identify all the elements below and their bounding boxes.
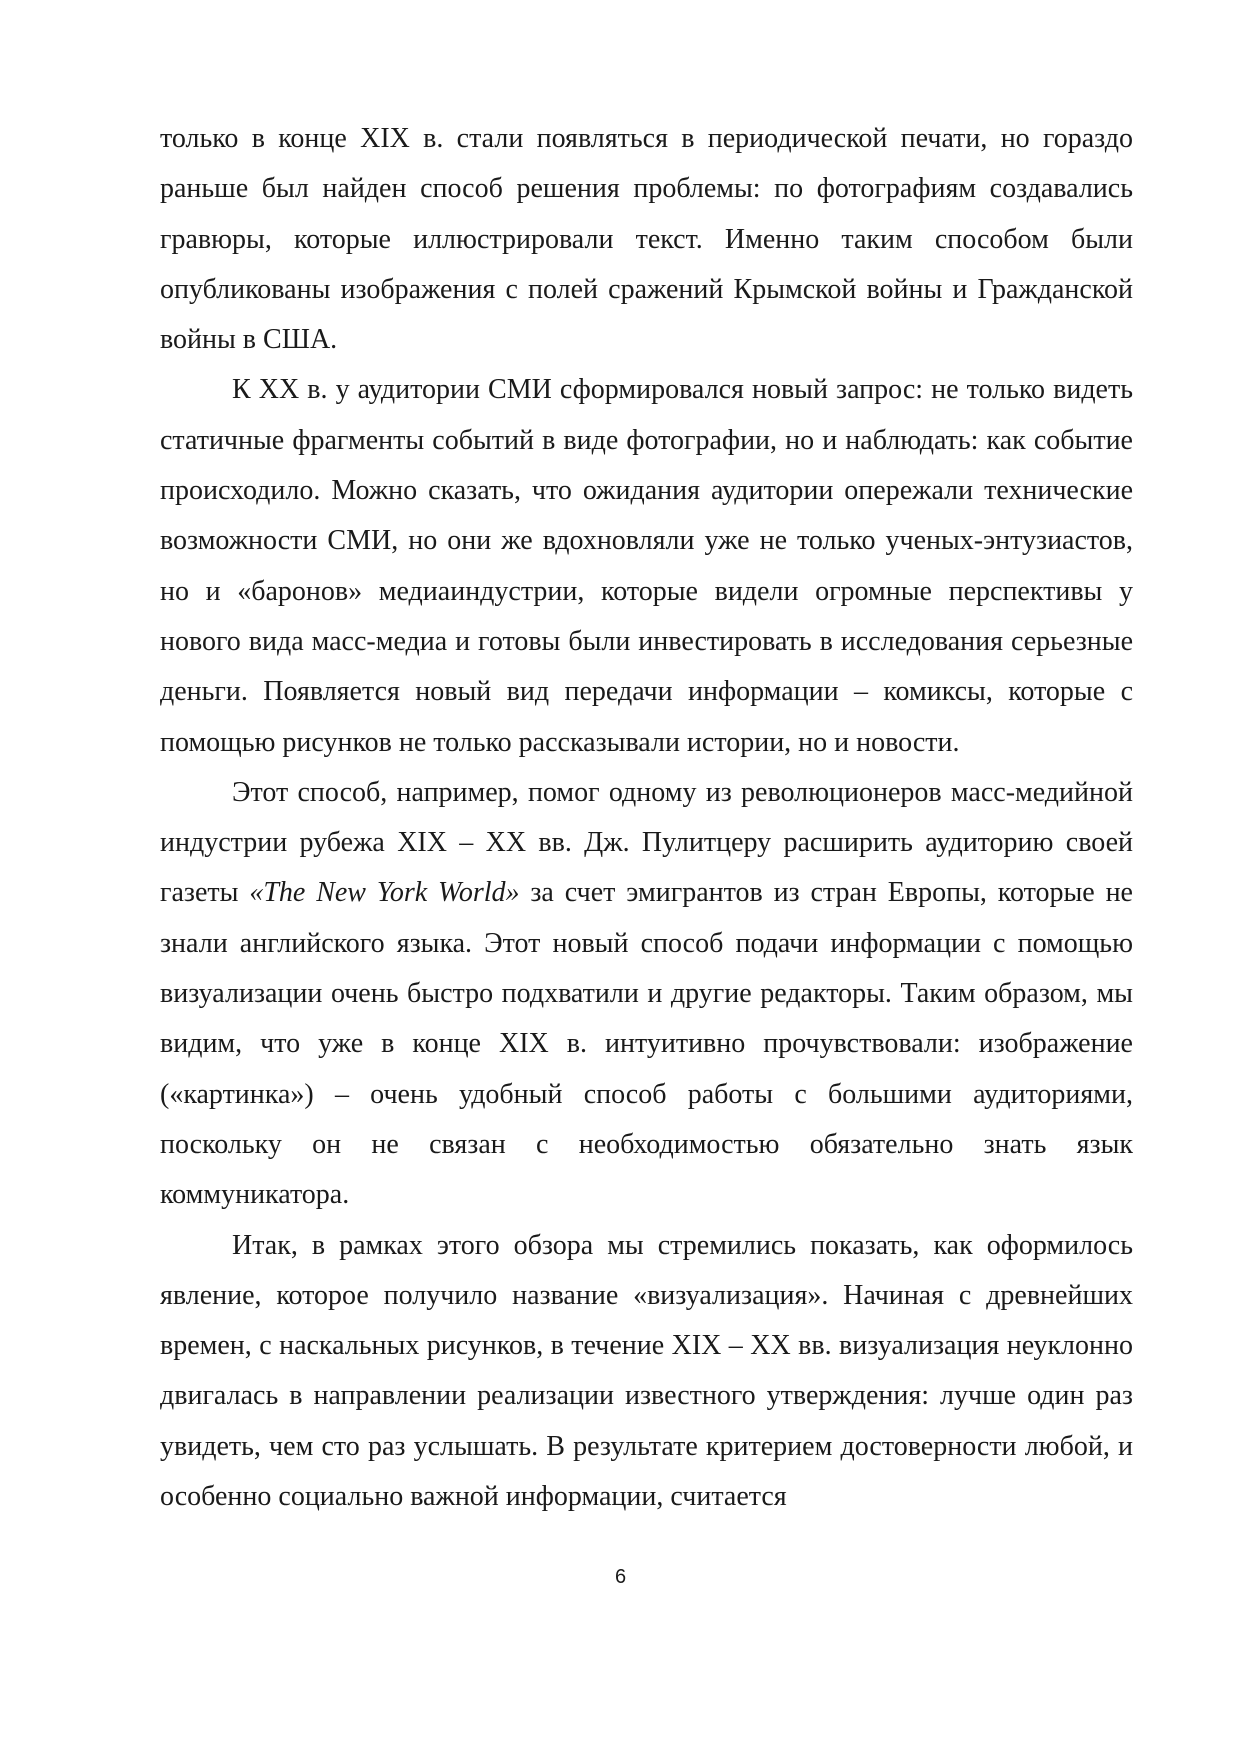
newspaper-title: «The New York World» bbox=[249, 877, 520, 909]
paragraph-3-text-after: за счет эмигрантов из стран Европы, которые не знали английского языка. Этот новый способ подачи информации с помощью визуализации очень быстро подхватили и другие редакторы. Таким образом, мы видим, что уже в конце XIX в. интуитивно прочувствовали: изображение («картинка») – очень удобный способ работы с большими аудиториями, поскольку он не связан с необходимостью обязательно знать язык коммуникатора. bbox=[160, 877, 1133, 1211]
paragraph-1: только в конце XIX в. стали появляться в периодической печати, но гораздо раньше был найден способ решения проблемы: по фотографиям создавались гравюры, которые иллюстрировали текст. Именно таким способом были опубликованы изображения с полей сражений Крымской войны и Гражданской войны в США. bbox=[160, 123, 1133, 356]
page-number: 6 bbox=[614, 1566, 627, 1588]
paragraph-3 bbox=[160, 768, 1133, 1221]
paragraph-4: Итак, в рамках этого обзора мы стремились показать, как оформилось явление, которое получило название «визуализация». Начиная с древнейших времен, с наскальных рисунков, в течение XIX – XX вв. визуализация неуклонно двигалась в направлении реализации известного утверждения: лучше один раз увидеть, чем сто раз услышать. В результате критерием достоверности любой, и особенно социально важной информации, считается bbox=[160, 1229, 1133, 1513]
document-body bbox=[160, 114, 1133, 1522]
paragraph-2: К XX в. у аудитории СМИ сформировался новый запрос: не только видеть статичные фрагменты событий в виде фотографии, но и наблюдать: как событие происходило. Можно сказать, что ожидания аудитории опережали технические возможности СМИ, но они же вдохновляли уже не только ученых-энтузиастов, но и «баронов» медиаиндустрии, которые видели огромные перспективы у нового вида масс-медиа и готовы были инвестировать в исследования серьезные деньги. Появляется новый вид передачи информации – комиксы, которые с помощью рисунков не только рассказывали истории, но и новости. bbox=[160, 374, 1133, 758]
paragraph-3-text-before: Этот способ, например, помог одному из революционеров масс-медийной индустрии рубежа XIX – XX вв. Дж. Пулитцеру расширить аудиторию своей газеты bbox=[160, 776, 1133, 909]
